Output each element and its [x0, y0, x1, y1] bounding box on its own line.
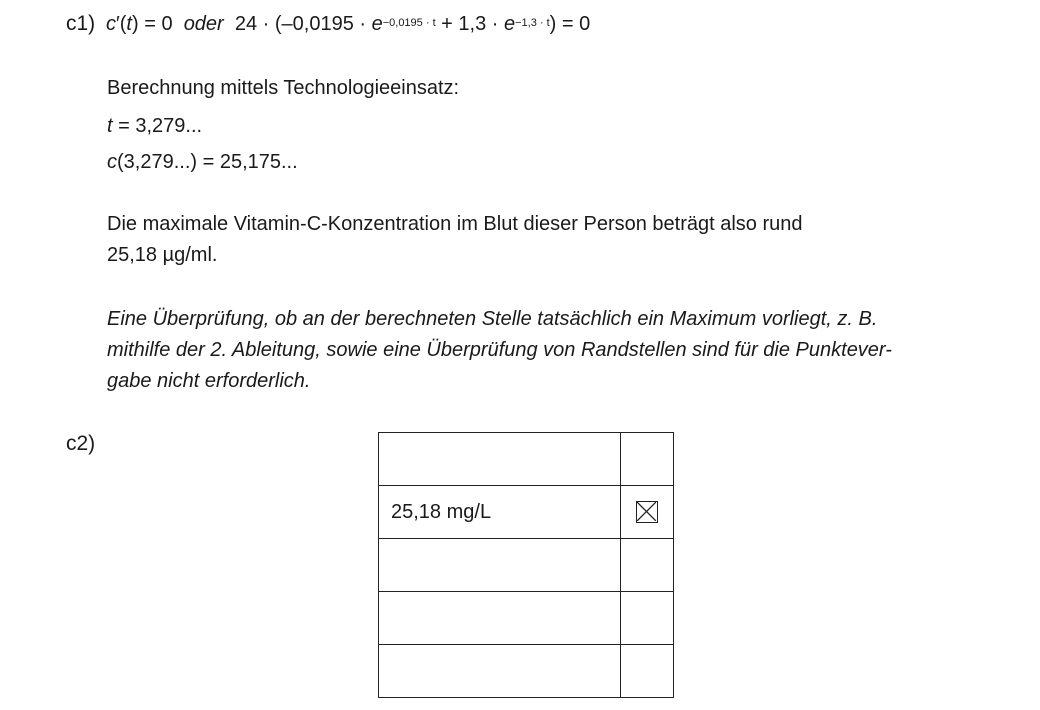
eq-e2: e	[504, 13, 516, 35]
answer-table	[378, 432, 674, 698]
table-row	[379, 486, 674, 539]
derivative-equation	[106, 12, 590, 39]
checked-box-icon[interactable]	[636, 501, 658, 523]
table-row	[379, 433, 674, 486]
c1-label: c1)	[66, 12, 96, 35]
eq-exp2: −1,3 · t	[515, 17, 550, 29]
eq-zero: ) = 0	[131, 13, 173, 35]
eq-c: c	[106, 13, 116, 35]
eq-part2: + 1,3 ·	[435, 13, 504, 35]
note-line-3: gabe nicht erforderlich.	[107, 370, 311, 392]
eq-t: t	[126, 13, 132, 35]
t-solution	[107, 114, 202, 138]
table-row	[379, 592, 674, 645]
conclusion-line-1: Die maximale Vitamin-C-Konzentration im Blut dieser Person beträgt also rund	[107, 213, 803, 235]
eq-prime: ′(	[116, 13, 127, 35]
answer-checkbox-cell[interactable]	[621, 645, 674, 698]
answer-checkbox-cell[interactable]	[621, 486, 674, 539]
table-row	[379, 539, 674, 592]
conclusion-line-2: 25,18 µg/ml.	[107, 244, 218, 266]
eq-part1: 24 · (–0,0195 ·	[234, 13, 372, 35]
note-line-2: mithilfe der 2. Ableitung, sowie eine Überprüfung von Randstellen sind für die Punktever-	[107, 339, 892, 361]
answer-option-text: 25,18 mg/L	[379, 486, 621, 539]
eq-oder: oder	[183, 13, 224, 35]
table-row	[379, 645, 674, 698]
t-value: = 3,279...	[112, 115, 203, 137]
answer-checkbox-cell[interactable]	[621, 539, 674, 592]
c-var: c	[107, 151, 117, 173]
grading-note	[107, 304, 987, 397]
answer-option-text	[379, 645, 621, 698]
c2-label: c2)	[66, 432, 96, 455]
eq-end: ) = 0	[549, 13, 591, 35]
method-text: Berechnung mittels Technologieeinsatz:	[107, 77, 460, 99]
answer-checkbox-cell[interactable]	[621, 592, 674, 645]
t-var: t	[107, 115, 113, 137]
answer-checkbox-cell[interactable]	[621, 433, 674, 486]
c-value: (3,279...) = 25,175...	[117, 151, 298, 173]
c-solution	[107, 150, 298, 174]
answer-option-text	[379, 592, 621, 645]
eq-e1: e	[371, 13, 383, 35]
answer-option-text	[379, 433, 621, 486]
answer-option-text	[379, 539, 621, 592]
eq-exp1: −0,0195 · t	[382, 17, 436, 29]
note-line-1: Eine Überprüfung, ob an der berechneten Stelle tatsächlich ein Maximum vorliegt, z. B.	[107, 308, 878, 330]
